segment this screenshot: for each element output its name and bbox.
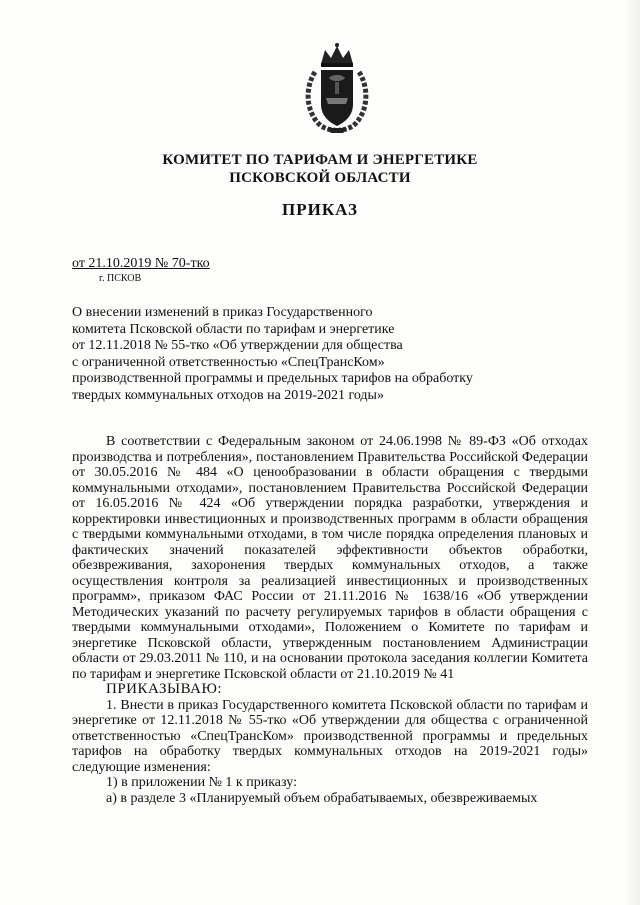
preamble-paragraph: В соответствии с Федеральным законом от 24.06.1998 № 89-ФЗ «Об отходах производства и потребления», постановлением Правительства Российской Федерации от 30.05.2016 № 484 «О ценообразовании в области обращения с твердыми коммунальными отходами», постановлением Правительства Российской Федерации от 16.05.2016 № 424 «Об утверждении порядка разработки, утверждения и корректировки инвестиционных и производственных программ в области обращения с твердыми коммунальными отходами, в том числе порядка определения плановых и фактических значений показателей эффективности объектов обработки, обезвреживания, захоронения твердых коммунальных отходов, а также осуществления контроля за реализацией инвестиционных и производственных программ», приказом ФАС России от 21.11.2016 № 1638/16 «Об утверждении Методических указаний по расчету регулируемых тарифов в области обращения с твердыми коммунальными отходами», Положением о Комитете по тарифам и энергетике Псковской области, утвержденным постановлением Администрации области от 29.03.2011 № 110, и на основании протокола заседания коллегии Комитета по тарифам и энергетике Псковской области от 21.10.2019 № 41 bbox=[72, 434, 588, 682]
subject-line: производственной программы и предельных тарифов на обработку bbox=[72, 371, 473, 386]
item-1-subitem-a: а) в разделе 3 «Планируемый объем обрабатываемых, обезвреживаемых bbox=[106, 790, 538, 806]
item-1-subitem-1: 1) в приложении № 1 к приказу: bbox=[106, 775, 297, 790]
order-date-number: от 21.10.2019 № 70-тко bbox=[72, 256, 210, 271]
item-1-paragraph: 1. Внести в приказ Государственного комитета Псковской области по тарифам и энергетике от 12.11.2018 № 55-тко «Об утверждении для общества с ограниченной ответственностью «СпецТрансКом» производственной программы и предельных тарифов на обработку твердых коммунальных отходов на 2019-2021 годы» следующие изменения: bbox=[72, 697, 588, 775]
subject-line: О внесении изменений в приказ Государственного bbox=[72, 305, 373, 320]
order-word: ПРИКАЗЫВАЮ: bbox=[106, 681, 223, 697]
city-label: г. ПСКОВ bbox=[99, 273, 142, 284]
committee-name-line-1: КОМИТЕТ ПО ТАРИФАМ И ЭНЕРГЕТИКЕ bbox=[162, 152, 478, 168]
committee-name-line-2: ПСКОВСКОЙ ОБЛАСТИ bbox=[229, 170, 411, 186]
document-title: ПРИКАЗ bbox=[282, 200, 358, 219]
pskov-coat-of-arms-emblem bbox=[301, 42, 373, 134]
subject-line: от 12.11.2018 № 55-тко «Об утверждении для общества bbox=[72, 338, 403, 353]
scan-edge-shadow bbox=[626, 0, 640, 905]
subject-line: с ограниченной ответственностью «СпецТрансКом» bbox=[72, 354, 385, 370]
subject-line: твердых коммунальных отходов на 2019-2021 годы» bbox=[72, 387, 384, 403]
order-body bbox=[72, 434, 588, 806]
subject-line: комитета Псковской области по тарифам и энергетике bbox=[72, 321, 395, 337]
order-subject bbox=[72, 305, 552, 404]
